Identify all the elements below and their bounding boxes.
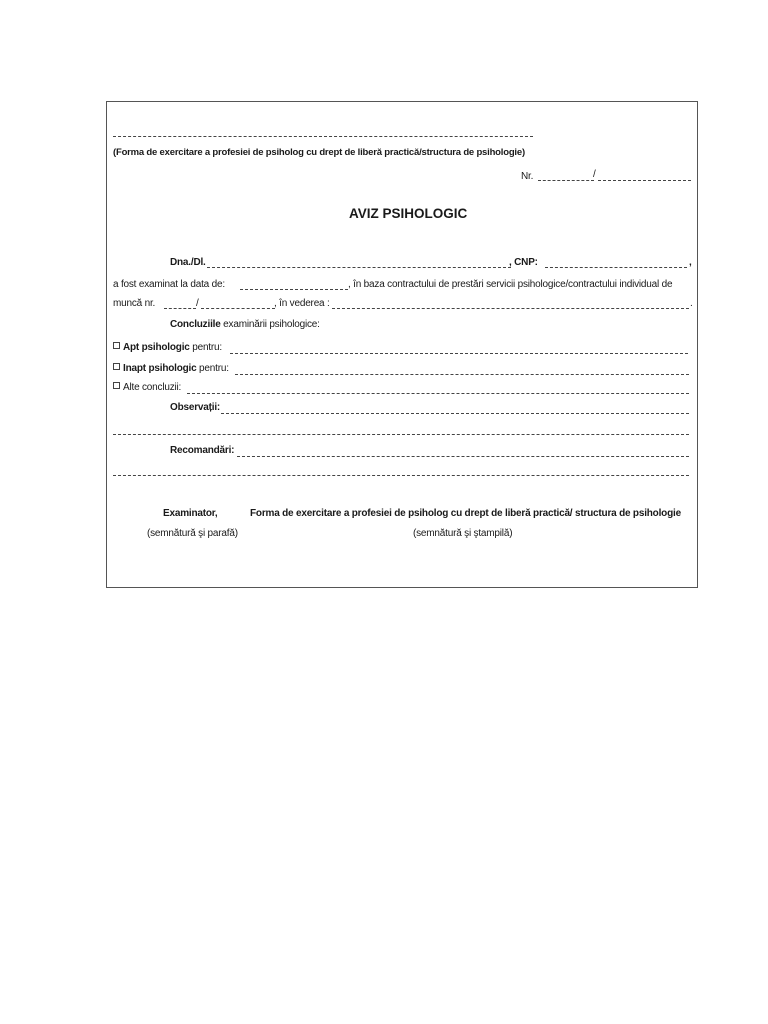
name-label: Dna./Dl. <box>170 257 206 268</box>
organization-line <box>113 136 533 137</box>
organization-signature-note: (semnătură şi ştampilă) <box>413 528 513 539</box>
inapt-label-rest: pentru: <box>196 363 229 374</box>
observations-field-1 <box>221 413 689 414</box>
purpose-end: . <box>690 298 693 309</box>
nr-label: Nr. <box>521 171 534 182</box>
nr-field-2 <box>598 180 691 181</box>
exam-date-field <box>240 289 348 290</box>
examiner-label: Examinator, <box>163 508 218 519</box>
recommendations-field-1 <box>237 456 689 457</box>
conclusions-heading <box>170 319 320 330</box>
apt-checkbox[interactable] <box>113 342 120 349</box>
apt-field <box>230 353 688 354</box>
contract-text: , în baza contractului de prestări servicii psihologice/contractului individual de <box>348 279 673 290</box>
work-contract-separator: / <box>196 298 199 309</box>
nr-separator: / <box>593 169 596 180</box>
other-option[interactable] <box>113 382 181 393</box>
other-field <box>187 393 689 394</box>
apt-label-bold: Apt psihologic <box>123 342 190 353</box>
inapt-option[interactable] <box>113 363 229 374</box>
nr-field-1 <box>538 180 594 181</box>
psychological-notice-form <box>106 101 698 588</box>
cnp-label: , CNP: <box>509 257 538 268</box>
inapt-field <box>235 374 689 375</box>
organization-caption: (Forma de exercitare a profesiei de psiholog cu drept de liberă practică/structura de psihologie) <box>113 147 525 158</box>
organization-signature-label: Forma de exercitare a profesiei de psiholog cu drept de liberă practică/ structura de psihologie <box>250 508 681 519</box>
apt-label-rest: pentru: <box>189 342 222 353</box>
recommendations-field-2 <box>113 475 689 476</box>
purpose-label: , în vederea : <box>274 298 330 309</box>
observations-field-2 <box>113 434 689 435</box>
other-label: Alte concluzii: <box>123 382 182 393</box>
work-contract-date-field <box>201 308 275 309</box>
cnp-trailing-comma: , <box>689 257 692 268</box>
apt-option[interactable] <box>113 342 222 353</box>
examiner-signature-note: (semnătură şi parafă) <box>147 528 238 539</box>
exam-date-label: a fost examinat la data de: <box>113 279 225 290</box>
name-field <box>207 267 511 268</box>
work-contract-number-label: muncă nr. <box>113 298 156 309</box>
work-contract-number-field <box>164 308 196 309</box>
inapt-checkbox[interactable] <box>113 363 120 370</box>
conclusions-heading-rest: examinării psihologice: <box>220 319 320 330</box>
cnp-field <box>545 267 687 268</box>
other-checkbox[interactable] <box>113 382 120 389</box>
observations-label: Observații: <box>170 402 221 413</box>
inapt-label-bold: Inapt psihologic <box>123 363 197 374</box>
conclusions-heading-bold: Concluziile <box>170 319 221 330</box>
recommendations-label: Recomandări: <box>170 445 235 456</box>
document-title: AVIZ PSIHOLOGIC <box>349 206 468 221</box>
purpose-field <box>332 308 689 309</box>
